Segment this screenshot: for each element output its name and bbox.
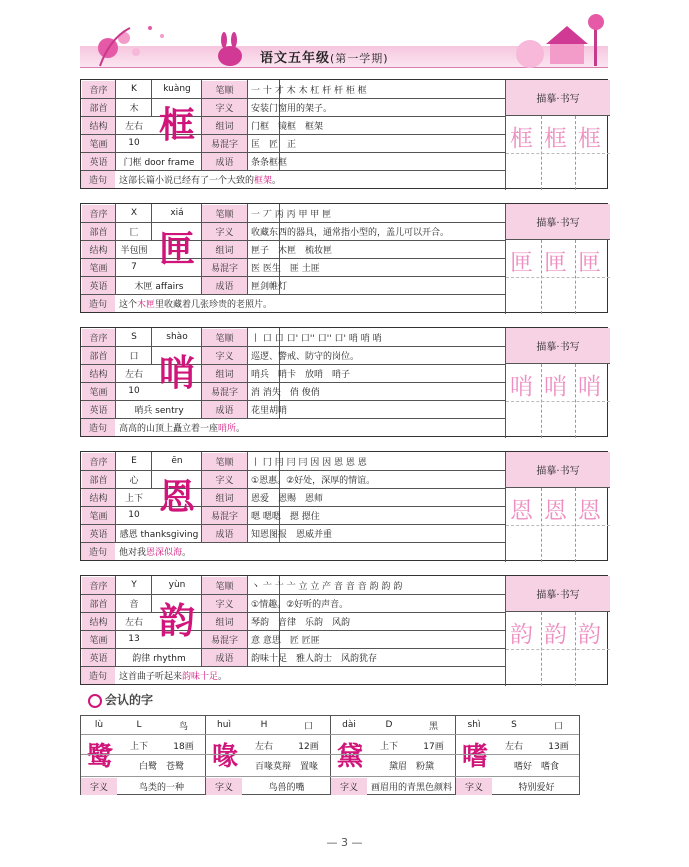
- word-card-3: [80, 451, 608, 561]
- label-idiom: 成语: [202, 525, 247, 542]
- col-divider: [247, 80, 248, 170]
- confusable-value: 消 消失 俏 俊俏: [251, 387, 320, 398]
- sentence-post: 。: [272, 175, 282, 186]
- sentence-row: [81, 542, 505, 560]
- structure-value: 左右: [124, 369, 143, 380]
- col-divider: [115, 204, 116, 294]
- label-english: 英语: [82, 277, 115, 294]
- recognize-meaning-label: 字义: [81, 778, 117, 795]
- radical-value: 匚: [129, 227, 139, 238]
- sentence-pre: 高高的山顶上矗立着一座: [119, 423, 219, 434]
- practice-header: 描摹·书写: [506, 576, 610, 612]
- practice-grid-midline: [506, 153, 610, 154]
- label-idiom: 成语: [202, 401, 247, 418]
- sentence-text: [115, 170, 281, 188]
- stroke-order: 一 十 才 木 木 杠 杆 杆 柜 框: [251, 85, 367, 96]
- practice-header: 描摹·书写: [506, 204, 610, 240]
- col-divider: [151, 80, 152, 116]
- sentence-pre: 这部长篇小说已经有了一个大致的: [119, 175, 255, 186]
- idiom-value: 匣剑帷灯: [251, 281, 288, 292]
- recognize-strokes: 12画: [298, 741, 319, 752]
- sentence-row: [81, 418, 505, 436]
- col-divider: [151, 328, 152, 364]
- pinyin-letter: S: [131, 332, 137, 342]
- meaning-value: ①恩惠。②好处，深厚的情谊。: [251, 475, 376, 486]
- label-meaning: 字义: [202, 347, 247, 364]
- practice-grid-midline: [506, 525, 610, 526]
- label-english: 英语: [82, 153, 115, 170]
- words-value: 恩爱 恩赐 恩师: [251, 493, 324, 504]
- idiom-value: 知恩图报 恩威并重: [251, 529, 333, 540]
- magnifier-icon: [88, 694, 102, 708]
- recognize-words: 白鹭 苍鹭: [138, 761, 184, 772]
- col-divider: [115, 328, 116, 418]
- label-radical: 部首: [82, 347, 115, 364]
- main-character: 匣: [158, 228, 195, 270]
- english-value: 木匣 affairs: [134, 281, 184, 292]
- sentence-post: 。: [236, 423, 246, 434]
- recognize-structure: 左右: [504, 741, 523, 752]
- label-radical: 部首: [82, 595, 115, 612]
- sentence-text: [115, 418, 245, 436]
- recognize-meaning-label: 字义: [456, 778, 492, 795]
- stroke-order: 丶 亠 亠 亠 立 立 产 音 音 音 韵 韵 韵: [251, 581, 403, 592]
- label-structure: 结构: [82, 117, 115, 134]
- label-sentence: 造句: [81, 667, 115, 684]
- sentence-row: [81, 666, 505, 684]
- trace-character: 韵: [544, 622, 567, 648]
- pinyin-value: xiá: [170, 208, 184, 218]
- english-value: 门框 door frame: [123, 157, 195, 168]
- recognize-pinyin: lù: [94, 720, 104, 730]
- meaning-value: 安装门窗用的架子。: [251, 103, 333, 114]
- sentence-pre: 他对我: [119, 547, 147, 558]
- recognize-meaning-label: 字义: [331, 778, 367, 795]
- english-value: 哨兵 sentry: [134, 405, 184, 416]
- meaning-value: 巡逻、警戒、防守的岗位。: [251, 351, 360, 362]
- practice-area: [505, 328, 609, 438]
- trace-character: 框: [510, 126, 533, 152]
- recognize-radical: 鸟: [178, 721, 188, 732]
- recognize-strokes: 13画: [548, 741, 569, 752]
- recognize-letter: L: [136, 720, 142, 730]
- recognize-structure: 上下: [129, 741, 148, 752]
- recognize-character: 鹭: [86, 742, 113, 772]
- label-pinyin: 音序: [82, 453, 115, 470]
- label-words: 组词: [202, 613, 247, 630]
- label-radical: 部首: [82, 99, 115, 116]
- word-card-4: [80, 575, 608, 685]
- label-words: 组词: [202, 117, 247, 134]
- col-divider: [151, 204, 152, 240]
- practice-grid-midline: [506, 401, 610, 402]
- header-title: 语文五年级(第一学期): [260, 51, 389, 66]
- col-divider: [247, 328, 248, 418]
- flower-decoration: [90, 18, 210, 68]
- structure-value: 上下: [124, 493, 143, 504]
- recognize-row-divider: [81, 734, 579, 735]
- practice-grid-midline: [506, 277, 610, 278]
- label-meaning: 字义: [202, 99, 247, 116]
- practice-header: 描摹·书写: [506, 452, 610, 488]
- recognize-words: 黛眉 粉黛: [388, 761, 434, 772]
- stroke-order: 一 丆 丙 丙 甲 甲 匣: [251, 209, 332, 220]
- pinyin-letter: E: [131, 456, 137, 466]
- confusable-value: 嗯 嗯嗯 摁 摁住: [251, 511, 320, 522]
- structure-value: 半包围: [120, 245, 148, 256]
- page-number: — 3 —: [326, 836, 363, 849]
- sentence-text: [115, 542, 191, 560]
- recognize-radical: 黑: [428, 721, 438, 732]
- strokes-value: 10: [128, 510, 140, 520]
- idiom-value: 花里胡哨: [251, 405, 288, 416]
- label-meaning: 字义: [202, 223, 247, 240]
- label-structure: 结构: [82, 365, 115, 382]
- main-character: 框: [158, 104, 195, 146]
- radical-value: 音: [129, 599, 139, 610]
- label-structure: 结构: [82, 613, 115, 630]
- recognize-letter: D: [385, 720, 393, 730]
- label-strokes: 笔画: [82, 383, 115, 400]
- label-words: 组词: [202, 241, 247, 258]
- main-character: 韵: [158, 600, 195, 642]
- page-header: [80, 14, 608, 70]
- english-value: 韵律 rhythm: [132, 653, 186, 664]
- idiom-value: 条条框框: [251, 157, 288, 168]
- label-confusable: 易混字: [202, 631, 247, 648]
- trace-character: 框: [544, 126, 567, 152]
- recognize-strokes: 18画: [173, 741, 194, 752]
- practice-grid-midline: [506, 649, 610, 650]
- recognize-words: 百喙莫辩 置喙: [254, 761, 318, 772]
- recognize-meaning: 特别爱好: [518, 783, 555, 793]
- label-pinyin: 音序: [82, 205, 115, 222]
- sentence-row: [81, 294, 505, 312]
- trace-character: 韵: [510, 622, 533, 648]
- recognize-pinyin: dài: [342, 720, 356, 730]
- label-meaning: 字义: [202, 595, 247, 612]
- trace-character: 恩: [510, 498, 533, 524]
- label-confusable: 易混字: [202, 259, 247, 276]
- radical-value: 口: [129, 351, 139, 362]
- stroke-order: 丨 口 口 口' 口'' 口'' 口' 哨 哨 哨: [251, 333, 382, 344]
- recognize-meaning: 鸟兽的嘴: [268, 783, 305, 793]
- label-order: 笔顺: [202, 205, 247, 222]
- label-english: 英语: [82, 525, 115, 542]
- recognize-letter: S: [511, 720, 517, 730]
- recognize-character: 嗜: [461, 742, 488, 772]
- col-divider: [247, 204, 248, 294]
- label-confusable: 易混字: [202, 135, 247, 152]
- col-divider: [115, 452, 116, 542]
- structure-value: 左右: [124, 121, 143, 132]
- recognize-strokes: 17画: [423, 741, 444, 752]
- label-idiom: 成语: [202, 649, 247, 666]
- radical-value: 心: [129, 475, 139, 486]
- word-card-2: [80, 327, 608, 437]
- col-divider: [247, 576, 248, 666]
- recognize-row-divider: [81, 776, 579, 777]
- house-decoration: [510, 14, 608, 70]
- english-value: 感恩 thanksgiving: [119, 529, 199, 540]
- label-sentence: 造句: [81, 171, 115, 188]
- trace-character: 匣: [510, 250, 533, 276]
- word-card-1: [80, 203, 608, 313]
- words-value: 哨兵 哨卡 放哨 哨子: [251, 369, 351, 380]
- label-confusable: 易混字: [202, 383, 247, 400]
- recognize-structure: 上下: [379, 741, 398, 752]
- sentence-highlight: 恩深似海: [146, 547, 183, 558]
- confusable-value: 意 意思 匠 匠匪: [251, 635, 320, 646]
- sentence-row: [81, 170, 505, 188]
- label-order: 笔顺: [202, 81, 247, 98]
- structure-value: 左右: [124, 617, 143, 628]
- trace-character: 恩: [544, 498, 567, 524]
- rabbit-decoration: [210, 32, 250, 68]
- label-order: 笔顺: [202, 577, 247, 594]
- idiom-value: 韵味十足 雅人韵士 风韵犹存: [251, 653, 378, 664]
- stroke-order: 丨 冂 冃 冃 冃 因 因 恩 恩 恩: [251, 457, 367, 468]
- recognize-words: 嗜好 嗜食: [513, 761, 559, 772]
- label-strokes: 笔画: [82, 507, 115, 524]
- pinyin-letter: X: [130, 208, 138, 218]
- label-meaning: 字义: [202, 471, 247, 488]
- sentence-text: [115, 666, 227, 684]
- pinyin-value: ēn: [171, 456, 183, 466]
- recognize-radical: 口: [303, 721, 313, 732]
- label-radical: 部首: [82, 223, 115, 240]
- sentence-text: [115, 294, 272, 312]
- trace-character: 匣: [544, 250, 567, 276]
- label-radical: 部首: [82, 471, 115, 488]
- practice-area: [505, 576, 609, 686]
- label-order: 笔顺: [202, 329, 247, 346]
- meaning-value: ①情趣。②好听的声音。: [251, 599, 349, 610]
- radical-value: 木: [129, 103, 139, 114]
- main-character: 恩: [158, 476, 195, 518]
- recognize-meaning-label: 字义: [206, 778, 242, 795]
- meaning-value: 收藏东西的器具，通常指小型的，盖儿可以开合。: [251, 227, 450, 238]
- recognize-section-title: 会认的字: [88, 691, 153, 708]
- practice-area: [505, 80, 609, 190]
- pinyin-letter: Y: [131, 580, 137, 590]
- trace-character: 匣: [578, 250, 601, 276]
- col-divider: [151, 452, 152, 488]
- recognize-character: 喙: [211, 742, 238, 772]
- label-words: 组词: [202, 489, 247, 506]
- label-pinyin: 音序: [82, 329, 115, 346]
- confusable-value: 匡 匠 正: [251, 139, 297, 150]
- words-value: 匣子 木匣 梳妆匣: [251, 245, 333, 256]
- label-english: 英语: [82, 649, 115, 666]
- sentence-post: 里收藏着几张珍贵的老照片。: [155, 299, 273, 310]
- label-structure: 结构: [82, 241, 115, 258]
- sentence-highlight: 木匣: [137, 299, 156, 310]
- word-card-0: [80, 79, 608, 189]
- label-idiom: 成语: [202, 153, 247, 170]
- sentence-post: 。: [182, 547, 192, 558]
- label-sentence: 造句: [81, 295, 115, 312]
- label-strokes: 笔画: [82, 259, 115, 276]
- trace-character: 框: [578, 126, 601, 152]
- col-divider: [115, 80, 116, 170]
- recognize-meaning: 画眉用的青黑色颜料: [370, 783, 452, 793]
- recognize-structure: 左右: [254, 741, 273, 752]
- col-divider: [115, 576, 116, 666]
- sentence-highlight: 框架: [254, 175, 273, 186]
- sentence-post: 。: [218, 671, 228, 682]
- recognize-character: 黛: [336, 742, 363, 772]
- label-sentence: 造句: [81, 543, 115, 560]
- label-pinyin: 音序: [82, 81, 115, 98]
- practice-header: 描摹·书写: [506, 80, 610, 116]
- strokes-value: 10: [128, 386, 140, 396]
- recognize-radical: 口: [553, 721, 563, 732]
- label-pinyin: 音序: [82, 577, 115, 594]
- recognize-letter: H: [260, 720, 268, 730]
- words-value: 琴韵 音律 乐韵 风韵: [251, 617, 351, 628]
- col-divider: [151, 576, 152, 612]
- strokes-value: 10: [128, 138, 140, 148]
- confusable-value: 医 医生 匪 土匪: [251, 263, 320, 274]
- trace-character: 哨: [578, 374, 601, 400]
- sentence-highlight: 韵味十足: [182, 671, 219, 682]
- practice-area: [505, 452, 609, 562]
- pinyin-value: yùn: [168, 580, 186, 590]
- recognize-table: [80, 715, 580, 795]
- trace-character: 哨: [510, 374, 533, 400]
- label-confusable: 易混字: [202, 507, 247, 524]
- label-english: 英语: [82, 401, 115, 418]
- recognize-pinyin: shì: [467, 720, 481, 730]
- label-strokes: 笔画: [82, 631, 115, 648]
- col-divider: [247, 452, 248, 542]
- pinyin-value: shào: [166, 332, 188, 342]
- label-strokes: 笔画: [82, 135, 115, 152]
- sentence-pre: 这首曲子听起来: [119, 671, 183, 682]
- label-order: 笔顺: [202, 453, 247, 470]
- label-words: 组词: [202, 365, 247, 382]
- trace-character: 哨: [544, 374, 567, 400]
- words-value: 门框 镜框 框架: [251, 121, 324, 132]
- sentence-highlight: 哨所: [218, 423, 237, 434]
- pinyin-letter: K: [131, 84, 137, 94]
- sentence-pre: 这个: [119, 299, 138, 310]
- recognize-row-divider: [81, 754, 579, 755]
- strokes-value: 13: [128, 634, 140, 644]
- strokes-value: 7: [131, 262, 137, 272]
- recognize-meaning: 鸟类的一种: [138, 783, 184, 793]
- label-sentence: 造句: [81, 419, 115, 436]
- trace-character: 恩: [578, 498, 601, 524]
- practice-header: 描摹·书写: [506, 328, 610, 364]
- main-character: 哨: [158, 352, 195, 394]
- recognize-pinyin: huì: [217, 720, 231, 730]
- label-idiom: 成语: [202, 277, 247, 294]
- trace-character: 韵: [578, 622, 601, 648]
- pinyin-value: kuàng: [163, 84, 191, 94]
- label-structure: 结构: [82, 489, 115, 506]
- practice-area: [505, 204, 609, 314]
